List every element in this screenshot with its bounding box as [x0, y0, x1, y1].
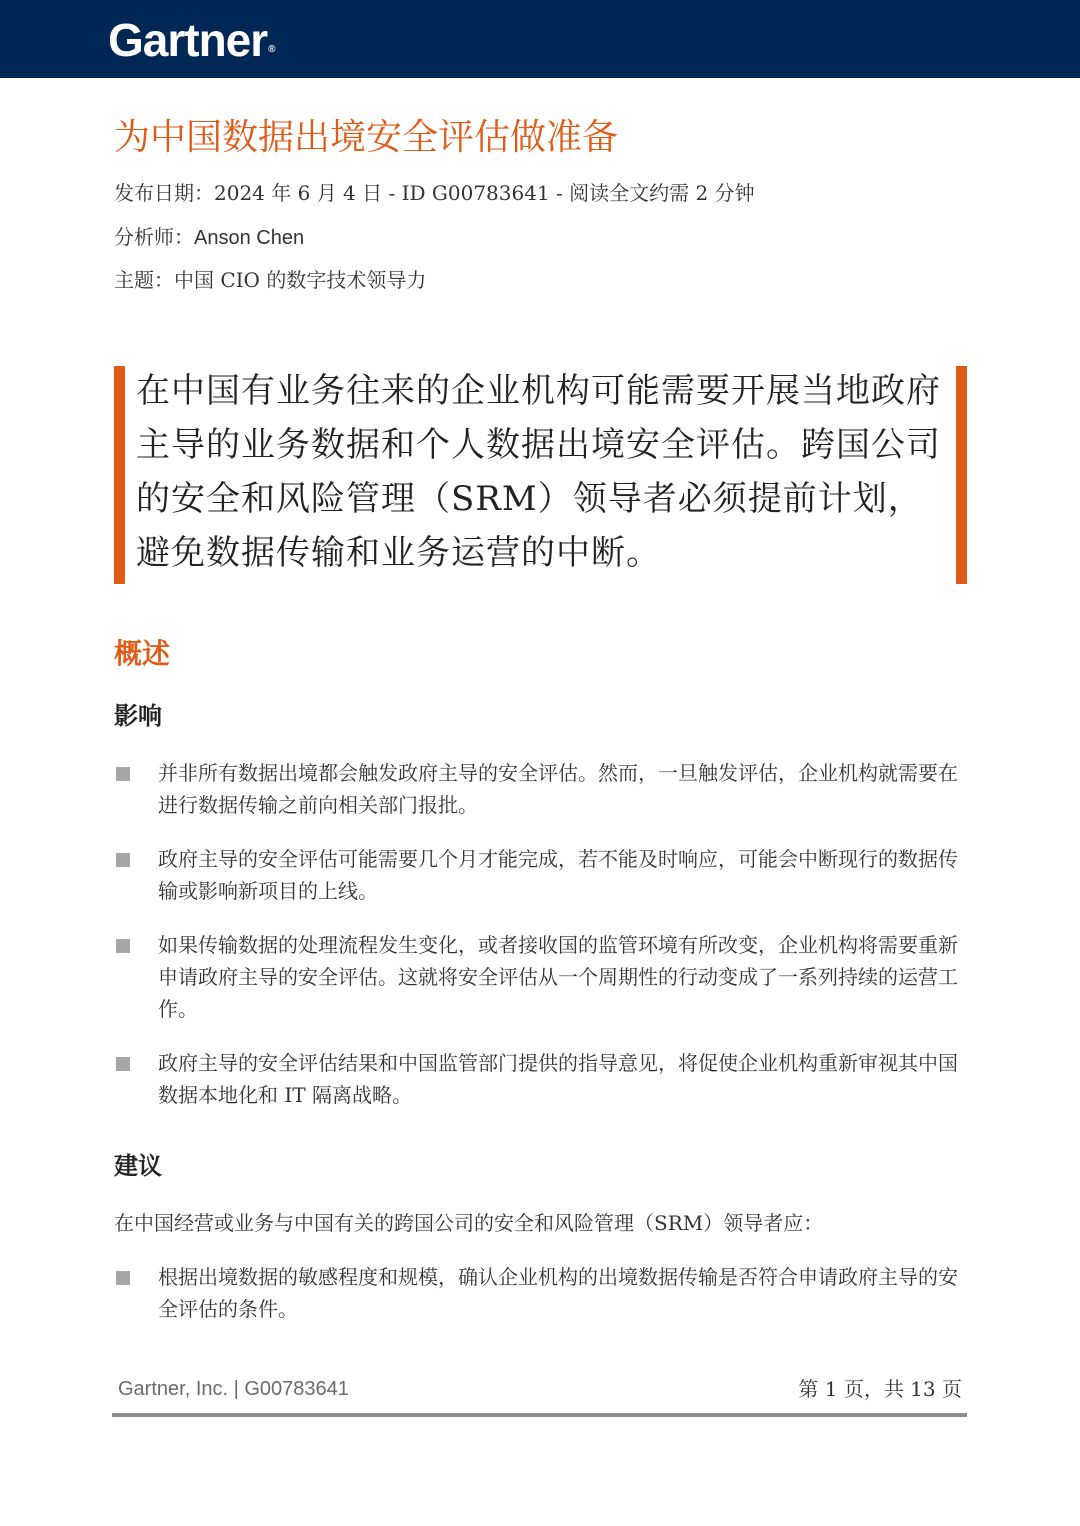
footer-divider	[112, 1413, 967, 1417]
square-bullet-icon	[116, 1057, 130, 1071]
gartner-logo[interactable]	[108, 10, 275, 80]
overview-heading: 概述	[114, 637, 171, 670]
impact-item-text: 并非所有数据出境都会触发政府主导的安全评估。然而，一旦触发评估，企业机构就需要在进行数据传输之前向相关部门报批。	[158, 761, 958, 817]
square-bullet-icon	[116, 853, 130, 867]
impact-item	[114, 1047, 966, 1111]
impacts-list	[114, 757, 966, 1133]
recommendation-item	[114, 1261, 966, 1325]
impact-item-text: 政府主导的安全评估结果和中国监管部门提供的指导意见，将促使企业机构重新审视其中国数据本地化和 IT 隔离战略。	[158, 1051, 958, 1107]
impact-item-text: 政府主导的安全评估可能需要几个月才能完成，若不能及时响应，可能会中断现行的数据传输或影响新项目的上线。	[158, 847, 958, 903]
recommendations-intro: 在中国经营或业务与中国有关的跨国公司的安全和风险管理（SRM）领导者应：	[114, 1211, 824, 1235]
square-bullet-icon	[116, 767, 130, 781]
summary-quote-bar-right	[956, 366, 967, 584]
footer-doc-id: Gartner, Inc. | G00783641	[118, 1378, 349, 1400]
square-bullet-icon	[116, 939, 130, 953]
recommendation-item-text: 根据出境数据的敏感程度和规模，确认企业机构的出境数据传输是否符合申请政府主导的安全评估的条件。	[158, 1265, 958, 1321]
impacts-heading: 影响	[114, 701, 162, 730]
analyst-line	[114, 222, 304, 253]
logo-text: Gartner	[108, 14, 268, 66]
topic-line: 主题：中国 CIO 的数字技术领导力	[114, 268, 427, 292]
document-title: 为中国数据出境安全评估做准备	[114, 117, 619, 158]
impact-item	[114, 929, 966, 1025]
header-bar	[0, 0, 1080, 78]
analyst-label: 分析师：	[114, 225, 194, 249]
recommendations-list	[114, 1261, 966, 1347]
summary-quote-bar-left	[114, 366, 125, 584]
publish-meta-line: 发布日期：2024 年 6 月 4 日 - ID G00783641 - 阅读全文约需 2 分钟	[114, 181, 755, 205]
analyst-name: Anson Chen	[194, 227, 305, 249]
footer-page-number: 第 1 页，共 13 页	[798, 1377, 962, 1401]
square-bullet-icon	[116, 1271, 130, 1285]
impact-item	[114, 843, 966, 907]
logo-registered-mark: ®	[268, 44, 275, 55]
impact-item-text: 如果传输数据的处理流程发生变化，或者接收国的监管环境有所改变，企业机构将需要重新申请政府主导的安全评估。这就将安全评估从一个周期性的行动变成了一系列持续的运营工作。	[158, 933, 958, 1021]
summary-quote: 在中国有业务往来的企业机构可能需要开展当地政府主导的业务数据和个人数据出境安全评估。跨国公司的安全和风险管理（SRM）领导者必须提前计划，避免数据传输和业务运营的中断。	[136, 371, 941, 573]
recommendations-heading: 建议	[114, 1151, 162, 1180]
impact-item	[114, 757, 966, 821]
